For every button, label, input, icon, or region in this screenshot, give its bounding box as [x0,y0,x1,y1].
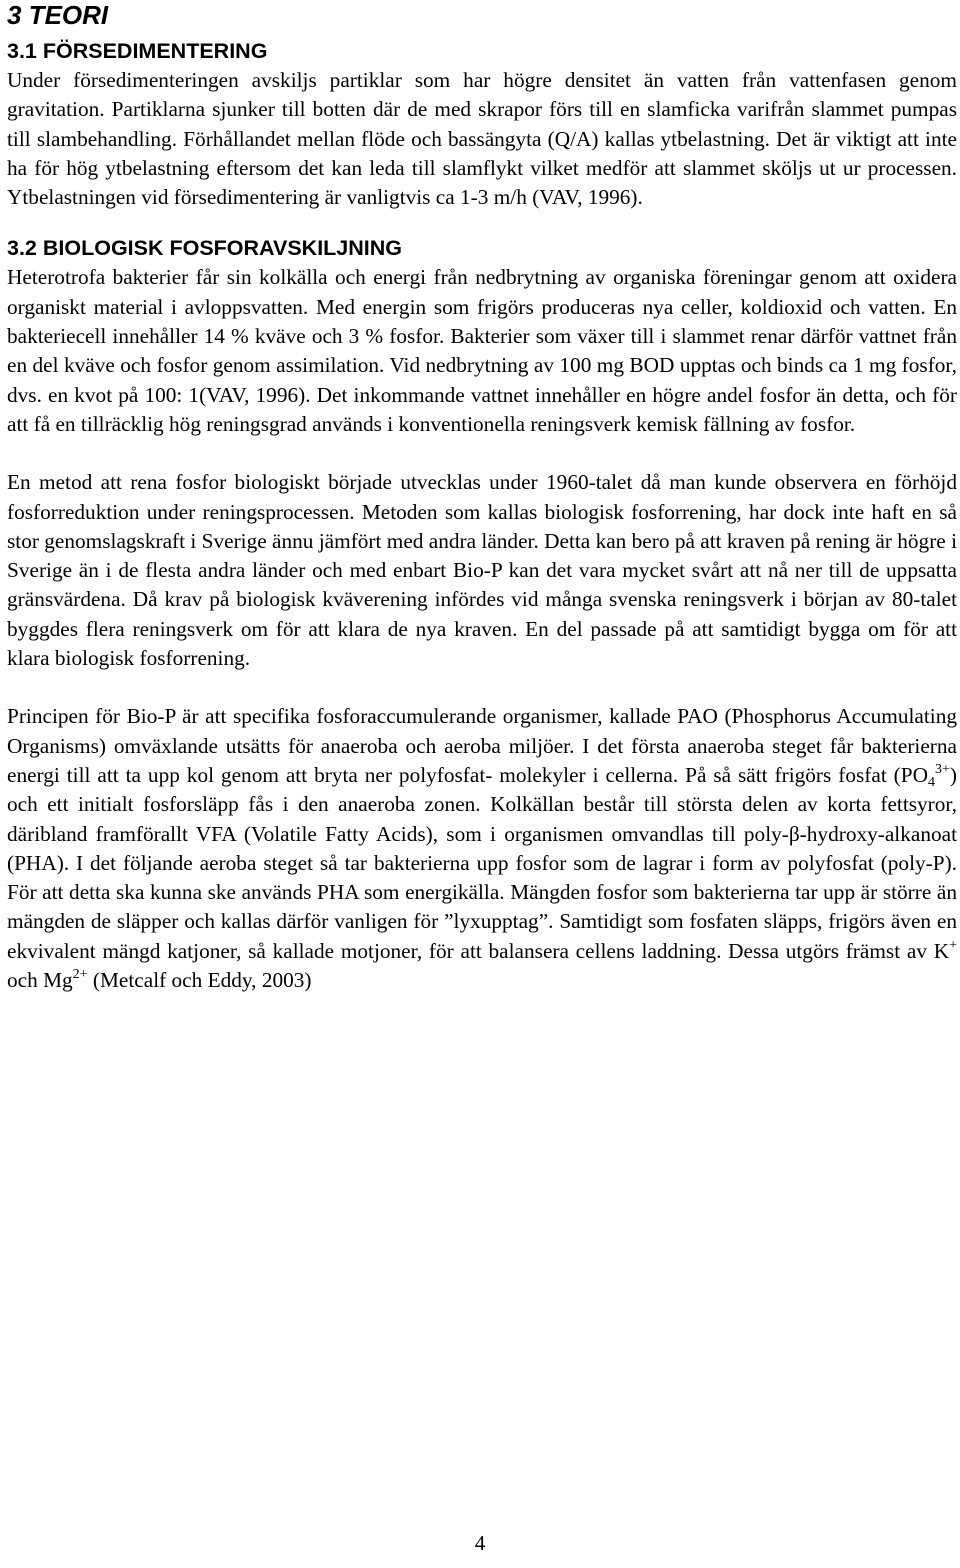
chapter-heading: 3 TEORI [7,0,109,30]
paragraph-3-2-c [7,702,957,995]
text-run: och Mg [7,968,73,993]
text-run: Principen för Bio-P är att specifika fosforaccumulerande organismer, kallade PAO (Phosphorus Accumulating Organisms) omväxlande utsätts för anaeroba och aeroba miljöer. I det första anaeroba steget får bakterierna energi till att ta upp kol genom att bryta ner polyfosfat- molekyler i cellerna. På så sätt frigörs fosfat (PO [7,704,957,787]
section-heading-3-2: 3.2 BIOLOGISK FOSFORAVSKILJNING [7,236,403,261]
document-page [7,0,957,995]
superscript: 2+ [72,967,88,983]
page-number: 4 [474,1531,486,1555]
text-run: ) och ett initialt fosforsläpp fås i den anaeroba zonen. Kolkällan består till största delen av korta fettsyror, däribland framförallt VFA (Volatile Fatty Acids), som i organismen omvandlas till poly-β-hydroxy-alkanoat (PHA). I det följande aeroba steget så tar bakterierna upp fosfor som de lagrar i form av polyfosfat (poly-P). För att detta ska kunna ske används PHA som energikälla. Mängden fosfor som bakterierna tar upp är större än mängden de släpper och kallas därför vanligen för ”lyxupptag”. Samtidigt som fosfaten släpps, frigörs även en ekvivalent mängd katjoner, så kallade motjoner, för att balansera cellens laddning. Dessa utgörs främst av K [7,762,957,963]
paragraph-3-1: Under försedimenteringen avskiljs partiklar som har högre densitet än vatten från vattenfasen genom gravitation. Partiklarna sjunker till botten där de med skrapor förs till en slamficka varifrån slammet pumpas till slambehandling. Förhållandet mellan flöde och bassängyta (Q/A) kallas ytbelastning. Det är viktigt att inte ha för hög ytbelastning eftersom det kan leda till slamflykt vilket medför att slammet sköljs ut ur processen. Ytbelastningen vid försedimentering är vanligtvis ca 1-3 m/h (VAV, 1996). [7,68,957,210]
paragraph-3-2-a: Heterotrofa bakterier får sin kolkälla och energi från nedbrytning av organiska föreningar genom att oxidera organiskt material i avloppsvatten. Med energin som frigörs produceras nya celler, koldioxid och vatten. En bakteriecell innehåller 14 % kväve och 3 % fosfor. Bakterier som växer till i slammet renar därför vattnet från en del kväve och fosfor genom assimilation. Vid nedbrytning av 100 mg BOD upptas och binds ca 1 mg fosfor, dvs. en kvot på 100: 1(VAV, 1996). Det inkommande vattnet innehåller en högre andel fosfor än detta, och för att få en tillräcklig hög reningsgrad används i konventionella reningsverk kemisk fällning av fosfor. [7,265,957,436]
superscript: 3+ [935,761,950,777]
superscript: + [949,937,957,953]
paragraph-3-2-b: En metod att rena fosfor biologiskt började utvecklas under 1960-talet då man kunde observera en förhöjd fosforreduktion under reningsprocessen. Metoden som kallas biologisk fosforrening, har dock inte haft en så stor genomslagskraft i Sverige ännu jämfört med andra länder. Detta kan bero på att kraven på rening är högre i Sverige än i de flesta andra länder och med enbart Bio-P kan det vara mycket svårt att nå ner till de uppsatta gränsvärdena. Då krav på biologisk kväverening infördes vid många svenska reningsverk i början av 80-talet byggdes flera reningsverk om för att klara de nya kraven. En del passade på att samtidigt bygga om för att klara biologisk fosforrening. [7,470,957,671]
subscript: 4 [928,774,935,790]
text-run: (Metcalf och Eddy, 2003) [87,968,312,993]
section-heading-3-1: 3.1 FÖRSEDIMENTERING [7,39,268,63]
